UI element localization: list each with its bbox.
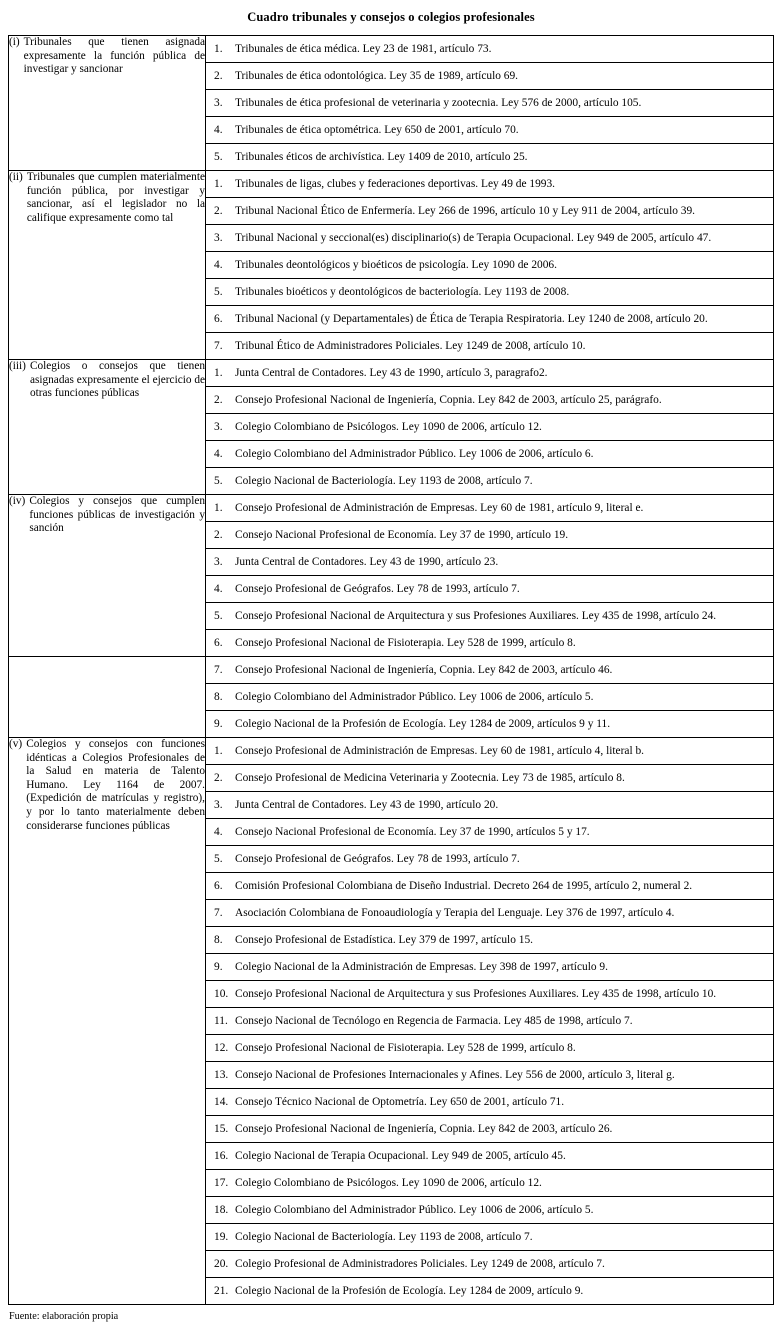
list-item-inner bbox=[214, 367, 768, 380]
list-item-cell bbox=[206, 549, 773, 576]
list-item bbox=[206, 198, 773, 225]
list-item-text: Consejo Profesional Nacional de Arquitectura y sus Profesiones Auxiliares. Ley 435 de 1998, artículo 24. bbox=[235, 609, 717, 622]
list-item-text: Tribunales de ética médica. Ley 23 de 1981, artículo 73. bbox=[235, 42, 492, 55]
list-item-cell bbox=[206, 495, 773, 522]
list-item-text: Consejo Profesional Nacional de Fisioterapia. Ley 528 de 1999, artículo 8. bbox=[235, 1041, 576, 1054]
list-item-inner bbox=[214, 178, 768, 191]
list-item-text: Colegio Colombiano del Administrador Público. Ley 1006 de 2006, artículo 5. bbox=[235, 1203, 594, 1216]
list-item-cell bbox=[206, 387, 773, 414]
list-item-cell bbox=[206, 630, 773, 657]
list-item-number: 3. bbox=[214, 798, 223, 811]
list-item-text: Consejo Profesional de Administración de Empresas. Ley 60 de 1981, artículo 9, literal e. bbox=[235, 501, 644, 514]
category-number: (v) bbox=[9, 738, 23, 750]
list-item-cell bbox=[206, 36, 773, 63]
list-item-number: 4. bbox=[214, 825, 223, 838]
list-item-cell bbox=[206, 954, 773, 981]
list-item-inner bbox=[214, 124, 768, 137]
list-item-inner bbox=[214, 1096, 768, 1109]
list-item bbox=[206, 1278, 773, 1305]
list-item-text: Tribunales de ética profesional de veterinaria y zootecnia. Ley 576 de 2000, artículo 105. bbox=[235, 96, 642, 109]
list-item-inner bbox=[214, 772, 768, 785]
list-item bbox=[206, 792, 773, 819]
list-item-inner bbox=[214, 259, 768, 272]
list-item-number: 6. bbox=[214, 636, 223, 649]
category-inner bbox=[9, 360, 205, 401]
items-cell bbox=[206, 738, 774, 1305]
list-item-cell bbox=[206, 1143, 773, 1170]
list-item-number: 11. bbox=[214, 1014, 228, 1027]
list-item bbox=[206, 765, 773, 792]
list-item-cell bbox=[206, 1170, 773, 1197]
list-item-text: Consejo Profesional Nacional de Arquitectura y sus Profesiones Auxiliares. Ley 435 de 1998, artículo 10. bbox=[235, 987, 717, 1000]
list-item bbox=[206, 576, 773, 603]
list-item-inner bbox=[214, 799, 768, 812]
list-item-cell bbox=[206, 279, 773, 306]
list-item bbox=[206, 1251, 773, 1278]
items-cell bbox=[206, 495, 774, 657]
category-inner bbox=[9, 738, 205, 833]
list-item-number: 8. bbox=[214, 690, 223, 703]
list-item-text: Consejo Nacional Profesional de Economía. Ley 37 de 1990, artículo 19. bbox=[235, 528, 569, 541]
list-item-number: 2. bbox=[214, 393, 223, 406]
list-item-number: 6. bbox=[214, 312, 223, 325]
list-item-text: Consejo Profesional de Administración de Empresas. Ley 60 de 1981, artículo 4, literal b. bbox=[235, 744, 645, 757]
list-item-cell bbox=[206, 711, 773, 738]
list-item-cell bbox=[206, 981, 773, 1008]
list-item-cell bbox=[206, 144, 773, 171]
list-item bbox=[206, 1197, 773, 1224]
table-row bbox=[9, 495, 774, 657]
list-item-text: Junta Central de Contadores. Ley 43 de 1990, artículo 20. bbox=[235, 798, 499, 811]
items-cell bbox=[206, 360, 774, 495]
list-item-inner bbox=[214, 988, 768, 1001]
list-item-inner bbox=[214, 1177, 768, 1190]
list-item-text: Tribunales de ética optométrica. Ley 650 de 2001, artículo 70. bbox=[235, 123, 519, 136]
list-item-number: 15. bbox=[214, 1122, 229, 1135]
list-item-number: 5. bbox=[214, 150, 223, 163]
list-item-cell bbox=[206, 1035, 773, 1062]
list-item bbox=[206, 1062, 773, 1089]
list-item-text: Colegio Nacional de la Profesión de Ecología. Ley 1284 de 2009, artículos 9 y 11. bbox=[235, 717, 611, 730]
list-item-cell bbox=[206, 846, 773, 873]
list-item-text: Consejo Profesional Nacional de Ingeniería, Copnia. Ley 842 de 2003, artículo 46. bbox=[235, 663, 613, 676]
list-item-text: Tribunal Ético de Administradores Policiales. Ley 1249 de 2008, artículo 10. bbox=[235, 339, 586, 352]
list-item-number: 1. bbox=[214, 366, 223, 379]
list-item-number: 19. bbox=[214, 1230, 229, 1243]
category-number: (iii) bbox=[9, 360, 26, 372]
list-item-text: Consejo Técnico Nacional de Optometría. Ley 650 de 2001, artículo 71. bbox=[235, 1095, 565, 1108]
list-item-cell bbox=[206, 657, 773, 684]
list-item-cell bbox=[206, 765, 773, 792]
list-item-inner bbox=[214, 637, 768, 650]
list-item-text: Colegio Colombiano del Administrador Público. Ley 1006 de 2006, artículo 5. bbox=[235, 690, 594, 703]
list-item-cell bbox=[206, 171, 773, 198]
list-item-inner bbox=[214, 664, 768, 677]
list-item-inner bbox=[214, 853, 768, 866]
list-item-number: 21. bbox=[214, 1284, 229, 1297]
list-item bbox=[206, 981, 773, 1008]
list-item-number: 1. bbox=[214, 744, 223, 757]
list-item-cell bbox=[206, 1116, 773, 1143]
list-item-inner bbox=[214, 205, 768, 218]
items-cell bbox=[206, 36, 774, 171]
list-item-number: 20. bbox=[214, 1257, 229, 1270]
list-item-number: 1. bbox=[214, 501, 223, 514]
list-item-text: Tribunales de ética odontológica. Ley 35 de 1989, artículo 69. bbox=[235, 69, 519, 82]
category-label: Tribunales que cumplen materialmente función pública, por investigar y sancionar, así el legislador no la califique expresamente como tal bbox=[26, 171, 205, 224]
list-item-cell bbox=[206, 792, 773, 819]
list-item-inner bbox=[214, 880, 768, 893]
list-item-cell bbox=[206, 198, 773, 225]
list-item-cell bbox=[206, 306, 773, 333]
category-label: Tribunales que tienen asignada expresamente la función pública de investigar y sancionar bbox=[23, 36, 205, 76]
list-item-number: 2. bbox=[214, 204, 223, 217]
list-item-number: 12. bbox=[214, 1041, 229, 1054]
list-item bbox=[206, 441, 773, 468]
list-item-inner bbox=[214, 529, 768, 542]
list-item-cell bbox=[206, 333, 773, 360]
items-table bbox=[206, 738, 773, 1304]
table-row bbox=[9, 738, 774, 1305]
table-row bbox=[9, 36, 774, 171]
page-title: Cuadro tribunales y consejos o colegios profesionales bbox=[247, 10, 535, 24]
list-item-text: Consejo Nacional de Tecnólogo en Regencia de Farmacia. Ley 485 de 1998, artículo 7. bbox=[235, 1014, 633, 1027]
list-item-inner bbox=[214, 1069, 768, 1082]
list-item bbox=[206, 333, 773, 360]
list-item-inner bbox=[214, 475, 768, 488]
list-item bbox=[206, 738, 773, 765]
items-table bbox=[206, 36, 773, 170]
list-item-inner bbox=[214, 961, 768, 974]
table-row bbox=[9, 360, 774, 495]
list-item-number: 5. bbox=[214, 609, 223, 622]
list-item bbox=[206, 1035, 773, 1062]
list-item bbox=[206, 1143, 773, 1170]
list-item-text: Junta Central de Contadores. Ley 43 de 1990, artículo 23. bbox=[235, 555, 499, 568]
list-item-cell bbox=[206, 414, 773, 441]
list-item-inner bbox=[214, 1015, 768, 1028]
items-table bbox=[206, 495, 773, 656]
list-item-inner bbox=[214, 286, 768, 299]
list-item-inner bbox=[214, 97, 768, 110]
list-item-inner bbox=[214, 394, 768, 407]
list-item bbox=[206, 144, 773, 171]
list-item-number: 6. bbox=[214, 879, 223, 892]
list-item bbox=[206, 279, 773, 306]
list-item-cell bbox=[206, 1251, 773, 1278]
list-item-number: 1. bbox=[214, 42, 223, 55]
list-item-inner bbox=[214, 826, 768, 839]
category-label: Colegios y consejos que cumplen funciones públicas de investigación y sanción bbox=[29, 495, 205, 535]
list-item bbox=[206, 495, 773, 522]
category-cell bbox=[9, 360, 206, 495]
list-item bbox=[206, 1008, 773, 1035]
category-cell bbox=[9, 495, 206, 657]
list-item-cell bbox=[206, 63, 773, 90]
list-item-text: Colegio Colombiano del Administrador Público. Ley 1006 de 2006, artículo 6. bbox=[235, 447, 594, 460]
table-row bbox=[9, 171, 774, 360]
list-item-text: Colegio Colombiano de Psicólogos. Ley 1090 de 2006, artículo 12. bbox=[235, 1176, 542, 1189]
list-item-number: 16. bbox=[214, 1149, 229, 1162]
list-item-cell bbox=[206, 468, 773, 495]
list-item-number: 9. bbox=[214, 960, 223, 973]
list-item-inner bbox=[214, 1150, 768, 1163]
list-item-inner bbox=[214, 1042, 768, 1055]
list-item-inner bbox=[214, 934, 768, 947]
list-item-inner bbox=[214, 151, 768, 164]
list-item bbox=[206, 900, 773, 927]
list-item-text: Consejo Profesional de Geógrafos. Ley 78 de 1993, artículo 7. bbox=[235, 852, 520, 865]
list-item-cell bbox=[206, 1008, 773, 1035]
list-item-text: Tribunal Nacional Ético de Enfermería. Ley 266 de 1996, artículo 10 y Ley 911 de 2004, artículo 39. bbox=[235, 204, 696, 217]
list-item bbox=[206, 630, 773, 657]
list-item-inner bbox=[214, 1258, 768, 1271]
list-item-number: 1. bbox=[214, 177, 223, 190]
list-item-number: 2. bbox=[214, 528, 223, 541]
category-number: (iv) bbox=[9, 495, 26, 507]
list-item bbox=[206, 954, 773, 981]
list-item-cell bbox=[206, 1062, 773, 1089]
list-item bbox=[206, 414, 773, 441]
list-item-number: 3. bbox=[214, 96, 223, 109]
list-item bbox=[206, 1170, 773, 1197]
list-item-inner bbox=[214, 745, 768, 758]
list-item-number: 9. bbox=[214, 717, 223, 730]
list-item-text: Colegio Nacional de Bacteriología. Ley 1193 de 2008, artículo 7. bbox=[235, 1230, 533, 1243]
list-item-inner bbox=[214, 43, 768, 56]
list-item-inner bbox=[214, 610, 768, 623]
list-item-inner bbox=[214, 232, 768, 245]
list-item-text: Tribunales bioéticos y deontológicos de bacteriología. Ley 1193 de 2008. bbox=[235, 285, 570, 298]
list-item bbox=[206, 306, 773, 333]
list-item-inner bbox=[214, 421, 768, 434]
list-item-cell bbox=[206, 1224, 773, 1251]
list-item bbox=[206, 1089, 773, 1116]
list-item-text: Colegio Nacional de la Profesión de Ecología. Ley 1284 de 2009, artículo 9. bbox=[235, 1284, 584, 1297]
list-item-cell bbox=[206, 603, 773, 630]
list-item-inner bbox=[214, 340, 768, 353]
list-item-inner bbox=[214, 907, 768, 920]
list-item bbox=[206, 1116, 773, 1143]
list-item bbox=[206, 819, 773, 846]
category-label: Colegios o consejos que tienen asignadas expresamente el ejercicio de otras funciones públicas bbox=[29, 360, 205, 400]
list-item-number: 14. bbox=[214, 1095, 229, 1108]
list-item-number: 7. bbox=[214, 906, 223, 919]
source-note: Fuente: elaboración propia bbox=[9, 1311, 119, 1322]
category-cell bbox=[9, 36, 206, 171]
list-item bbox=[206, 387, 773, 414]
list-item-cell bbox=[206, 576, 773, 603]
list-item-text: Consejo Nacional Profesional de Economía. Ley 37 de 1990, artículos 5 y 17. bbox=[235, 825, 590, 838]
list-item-number: 7. bbox=[214, 339, 223, 352]
category-cell bbox=[9, 738, 206, 1305]
list-item-text: Junta Central de Contadores. Ley 43 de 1990, artículo 3, paragrafo2. bbox=[235, 366, 548, 379]
professional-bodies-table bbox=[8, 35, 774, 1305]
list-item bbox=[206, 684, 773, 711]
list-item-cell bbox=[206, 522, 773, 549]
list-item-cell bbox=[206, 252, 773, 279]
table-body bbox=[9, 36, 774, 1305]
list-item-inner bbox=[214, 70, 768, 83]
list-item-text: Consejo Profesional Nacional de Fisioterapia. Ley 528 de 1999, artículo 8. bbox=[235, 636, 576, 649]
list-item-number: 3. bbox=[214, 420, 223, 433]
list-item bbox=[206, 1224, 773, 1251]
list-item-text: Consejo Profesional de Geógrafos. Ley 78 de 1993, artículo 7. bbox=[235, 582, 520, 595]
list-item-text: Tribunales deontológicos y bioéticos de psicología. Ley 1090 de 2006. bbox=[235, 258, 557, 271]
list-item-text: Colegio Profesional de Administradores Policiales. Ley 1249 de 2008, artículo 7. bbox=[235, 1257, 605, 1270]
list-item bbox=[206, 549, 773, 576]
category-number: (i) bbox=[9, 36, 20, 48]
list-item-text: Consejo Profesional Nacional de Ingeniería, Copnia. Ley 842 de 2003, artículo 26. bbox=[235, 1122, 613, 1135]
items-cell bbox=[206, 657, 774, 738]
list-item-text: Colegio Nacional de la Administración de Empresas. Ley 398 de 1997, artículo 9. bbox=[235, 960, 608, 973]
list-item-cell bbox=[206, 1197, 773, 1224]
list-item bbox=[206, 252, 773, 279]
category-number: (ii) bbox=[9, 171, 23, 183]
list-item-cell bbox=[206, 738, 773, 765]
list-item-number: 17. bbox=[214, 1176, 229, 1189]
list-item-inner bbox=[214, 502, 768, 515]
list-item bbox=[206, 846, 773, 873]
list-item-cell bbox=[206, 1089, 773, 1116]
list-item bbox=[206, 522, 773, 549]
category-inner bbox=[9, 495, 205, 536]
list-item-text: Consejo Profesional Nacional de Ingeniería, Copnia. Ley 842 de 2003, artículo 25, parágrafo. bbox=[235, 393, 662, 406]
list-item-text: Consejo Profesional de Estadística. Ley 379 de 1997, artículo 15. bbox=[235, 933, 533, 946]
list-item-number: 3. bbox=[214, 555, 223, 568]
list-item bbox=[206, 63, 773, 90]
list-item bbox=[206, 225, 773, 252]
list-item bbox=[206, 90, 773, 117]
list-item-number: 3. bbox=[214, 231, 223, 244]
items-table bbox=[206, 171, 773, 359]
category-cell bbox=[9, 171, 206, 360]
list-item bbox=[206, 873, 773, 900]
items-table bbox=[206, 360, 773, 494]
list-item-inner bbox=[214, 1285, 768, 1298]
list-item-number: 5. bbox=[214, 852, 223, 865]
list-item-cell bbox=[206, 360, 773, 387]
list-item bbox=[206, 117, 773, 144]
list-item-inner bbox=[214, 583, 768, 596]
list-item-text: Comisión Profesional Colombiana de Diseño Industrial. Decreto 264 de 1995, artículo 2, numeral 2. bbox=[235, 879, 693, 892]
list-item-number: 18. bbox=[214, 1203, 229, 1216]
list-item bbox=[206, 711, 773, 738]
list-item-inner bbox=[214, 1204, 768, 1217]
list-item-cell bbox=[206, 873, 773, 900]
list-item-inner bbox=[214, 313, 768, 326]
table-row bbox=[9, 657, 774, 738]
list-item-cell bbox=[206, 819, 773, 846]
list-item-number: 4. bbox=[214, 258, 223, 271]
list-item-cell bbox=[206, 441, 773, 468]
list-item-text: Tribunal Nacional (y Departamentales) de Ética de Terapia Respiratoria. Ley 1240 de 2008, artículo 20. bbox=[235, 312, 708, 325]
list-item-inner bbox=[214, 691, 768, 704]
items-table bbox=[206, 657, 773, 737]
category-label: Colegios y consejos con funciones idénticas a Colegios Profesionales de la Salud en materia de Talento Humano. Ley 1164 de 2007. (Expedición de matrículas y registro), y por lo tanto materialmente deben considerarse funciones públicas bbox=[26, 738, 205, 832]
list-item-inner bbox=[214, 556, 768, 569]
list-item-cell bbox=[206, 90, 773, 117]
list-item-number: 7. bbox=[214, 663, 223, 676]
list-item-cell bbox=[206, 117, 773, 144]
list-item-text: Asociación Colombiana de Fonoaudiología y Terapia del Lenguaje. Ley 376 de 1997, artículo 4. bbox=[235, 906, 675, 919]
list-item-cell bbox=[206, 225, 773, 252]
list-item bbox=[206, 603, 773, 630]
list-item-number: 4. bbox=[214, 123, 223, 136]
category-inner bbox=[9, 36, 205, 77]
list-item-inner bbox=[214, 448, 768, 461]
list-item-text: Tribunales éticos de archivística. Ley 1409 de 2010, artículo 25. bbox=[235, 150, 528, 163]
list-item bbox=[206, 657, 773, 684]
list-item-text: Tribunal Nacional y seccional(es) disciplinario(s) de Terapia Ocupacional. Ley 949 de 2005, artículo 47. bbox=[235, 231, 712, 244]
list-item-number: 2. bbox=[214, 69, 223, 82]
list-item bbox=[206, 468, 773, 495]
list-item-inner bbox=[214, 1123, 768, 1136]
list-item-number: 8. bbox=[214, 933, 223, 946]
list-item-text: Consejo Nacional de Profesiones Internacionales y Afines. Ley 556 de 2000, artículo 3, literal g. bbox=[235, 1068, 675, 1081]
list-item-inner bbox=[214, 1231, 768, 1244]
list-item bbox=[206, 927, 773, 954]
list-item-number: 13. bbox=[214, 1068, 229, 1081]
category-inner bbox=[9, 171, 205, 225]
list-item bbox=[206, 36, 773, 63]
list-item-cell bbox=[206, 927, 773, 954]
items-cell bbox=[206, 171, 774, 360]
list-item-cell bbox=[206, 900, 773, 927]
list-item-cell bbox=[206, 684, 773, 711]
list-item-text: Colegio Colombiano de Psicólogos. Ley 1090 de 2006, artículo 12. bbox=[235, 420, 542, 433]
list-item-cell bbox=[206, 1278, 773, 1305]
list-item bbox=[206, 171, 773, 198]
list-item-number: 10. bbox=[214, 987, 229, 1000]
list-item-text: Consejo Profesional de Medicina Veterinaria y Zootecnia. Ley 73 de 1985, artículo 8. bbox=[235, 771, 625, 784]
list-item-text: Colegio Nacional de Bacteriología. Ley 1193 de 2008, artículo 7. bbox=[235, 474, 533, 487]
list-item-number: 2. bbox=[214, 771, 223, 784]
list-item-number: 4. bbox=[214, 447, 223, 460]
list-item bbox=[206, 360, 773, 387]
list-item-number: 5. bbox=[214, 474, 223, 487]
list-item-text: Tribunales de ligas, clubes y federaciones deportivas. Ley 49 de 1993. bbox=[235, 177, 556, 190]
list-item-number: 5. bbox=[214, 285, 223, 298]
list-item-number: 4. bbox=[214, 582, 223, 595]
list-item-inner bbox=[214, 718, 768, 731]
category-cell bbox=[9, 657, 206, 738]
list-item-text: Colegio Nacional de Terapia Ocupacional. Ley 949 de 2005, artículo 45. bbox=[235, 1149, 566, 1162]
